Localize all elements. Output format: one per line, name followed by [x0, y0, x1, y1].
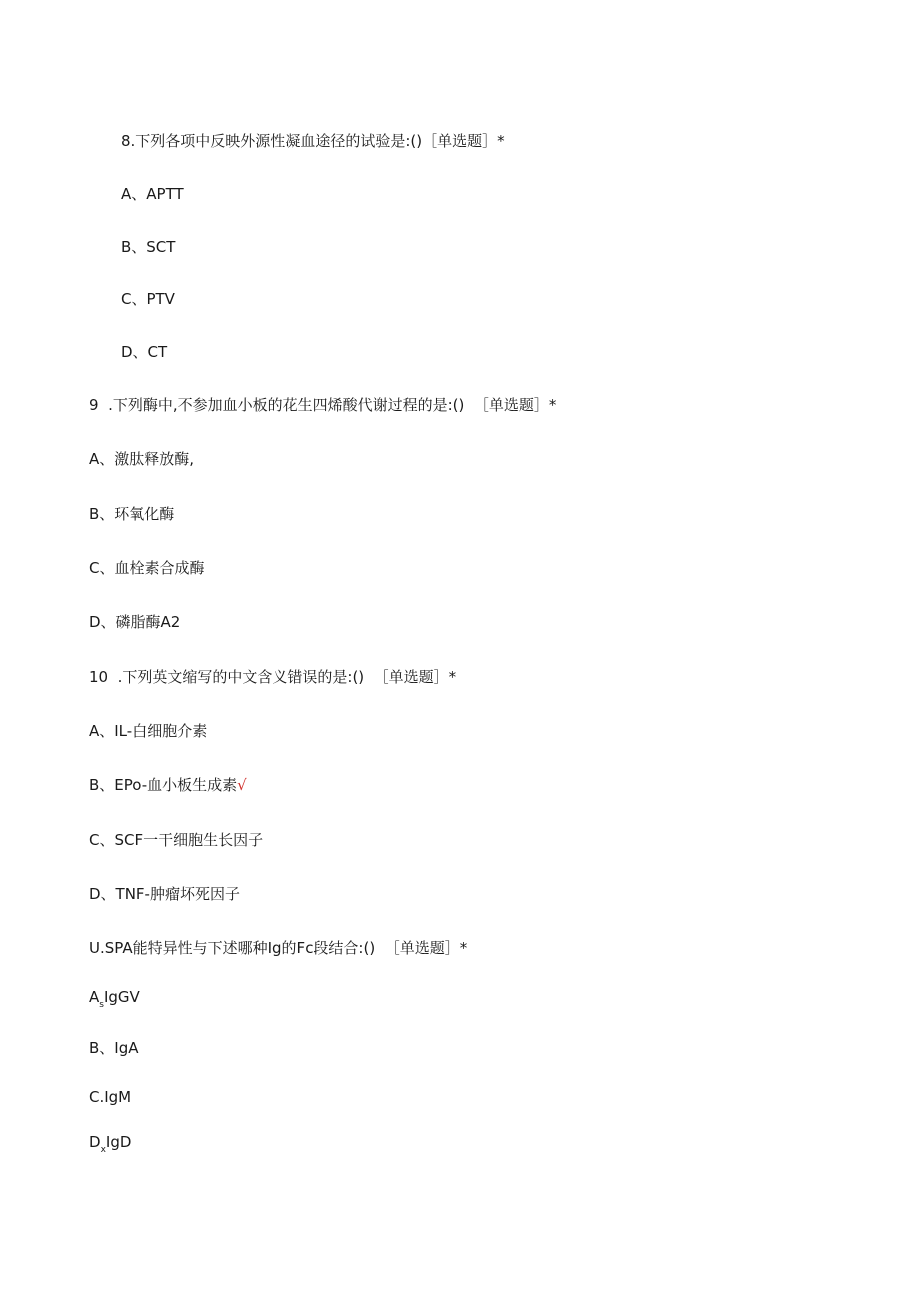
question-11-option-d-text: IgD	[105, 1133, 132, 1151]
question-9-option-d: D、磷脂酶A2	[89, 613, 181, 631]
question-8-option-d: D、CT	[121, 343, 168, 361]
question-8-option-c: C、PTV	[121, 290, 175, 308]
question-9-option-a: A、激肽释放酶,	[89, 450, 195, 468]
question-11-option-b: B、IgA	[89, 1039, 139, 1057]
question-9-option-c: C、血栓素合成酶	[89, 559, 205, 577]
question-11-option-a-sub: s	[99, 1000, 104, 1010]
question-10-option-c: C、SCF一干细胞生长因子	[89, 831, 264, 849]
question-11-option-a-letter: A	[89, 988, 100, 1006]
question-10-option-a: A、IL-白细胞介素	[89, 722, 208, 740]
question-11-option-a	[89, 987, 140, 1010]
question-11-option-d	[89, 1132, 131, 1155]
question-10-option-b-text: B、EPo-血小板生成素	[89, 776, 238, 794]
question-11-option-d-sub: x	[100, 1145, 106, 1155]
question-10-option-d: D、TNF-肿瘤坏死因子	[89, 885, 240, 903]
question-8-option-b: B、SCT	[121, 238, 176, 256]
question-8-title: 8.下列各项中反映外源性凝血途径的试验是:()［单选题］*	[121, 132, 505, 150]
question-10-option-b	[89, 775, 247, 795]
question-8-option-a: A、APTT	[121, 185, 184, 203]
question-9-title: 9 .下列酶中,不参加血小板的花生四烯酸代谢过程的是:() ［单选题］*	[89, 396, 557, 414]
question-11-title: U.SPA能特异性与下述哪种Ig的Fc段结合:() ［单选题］*	[89, 939, 468, 957]
question-10-title: 10 .下列英文缩写的中文含义错误的是:() ［单选题］*	[89, 668, 457, 686]
correct-answer-checkmark: √	[237, 776, 247, 794]
question-9-option-b: B、环氧化酶	[89, 505, 175, 523]
question-11-option-d-letter: D	[89, 1133, 101, 1151]
question-11-option-a-text: IgGV	[103, 988, 140, 1006]
question-11-option-c: C.IgM	[89, 1088, 132, 1106]
